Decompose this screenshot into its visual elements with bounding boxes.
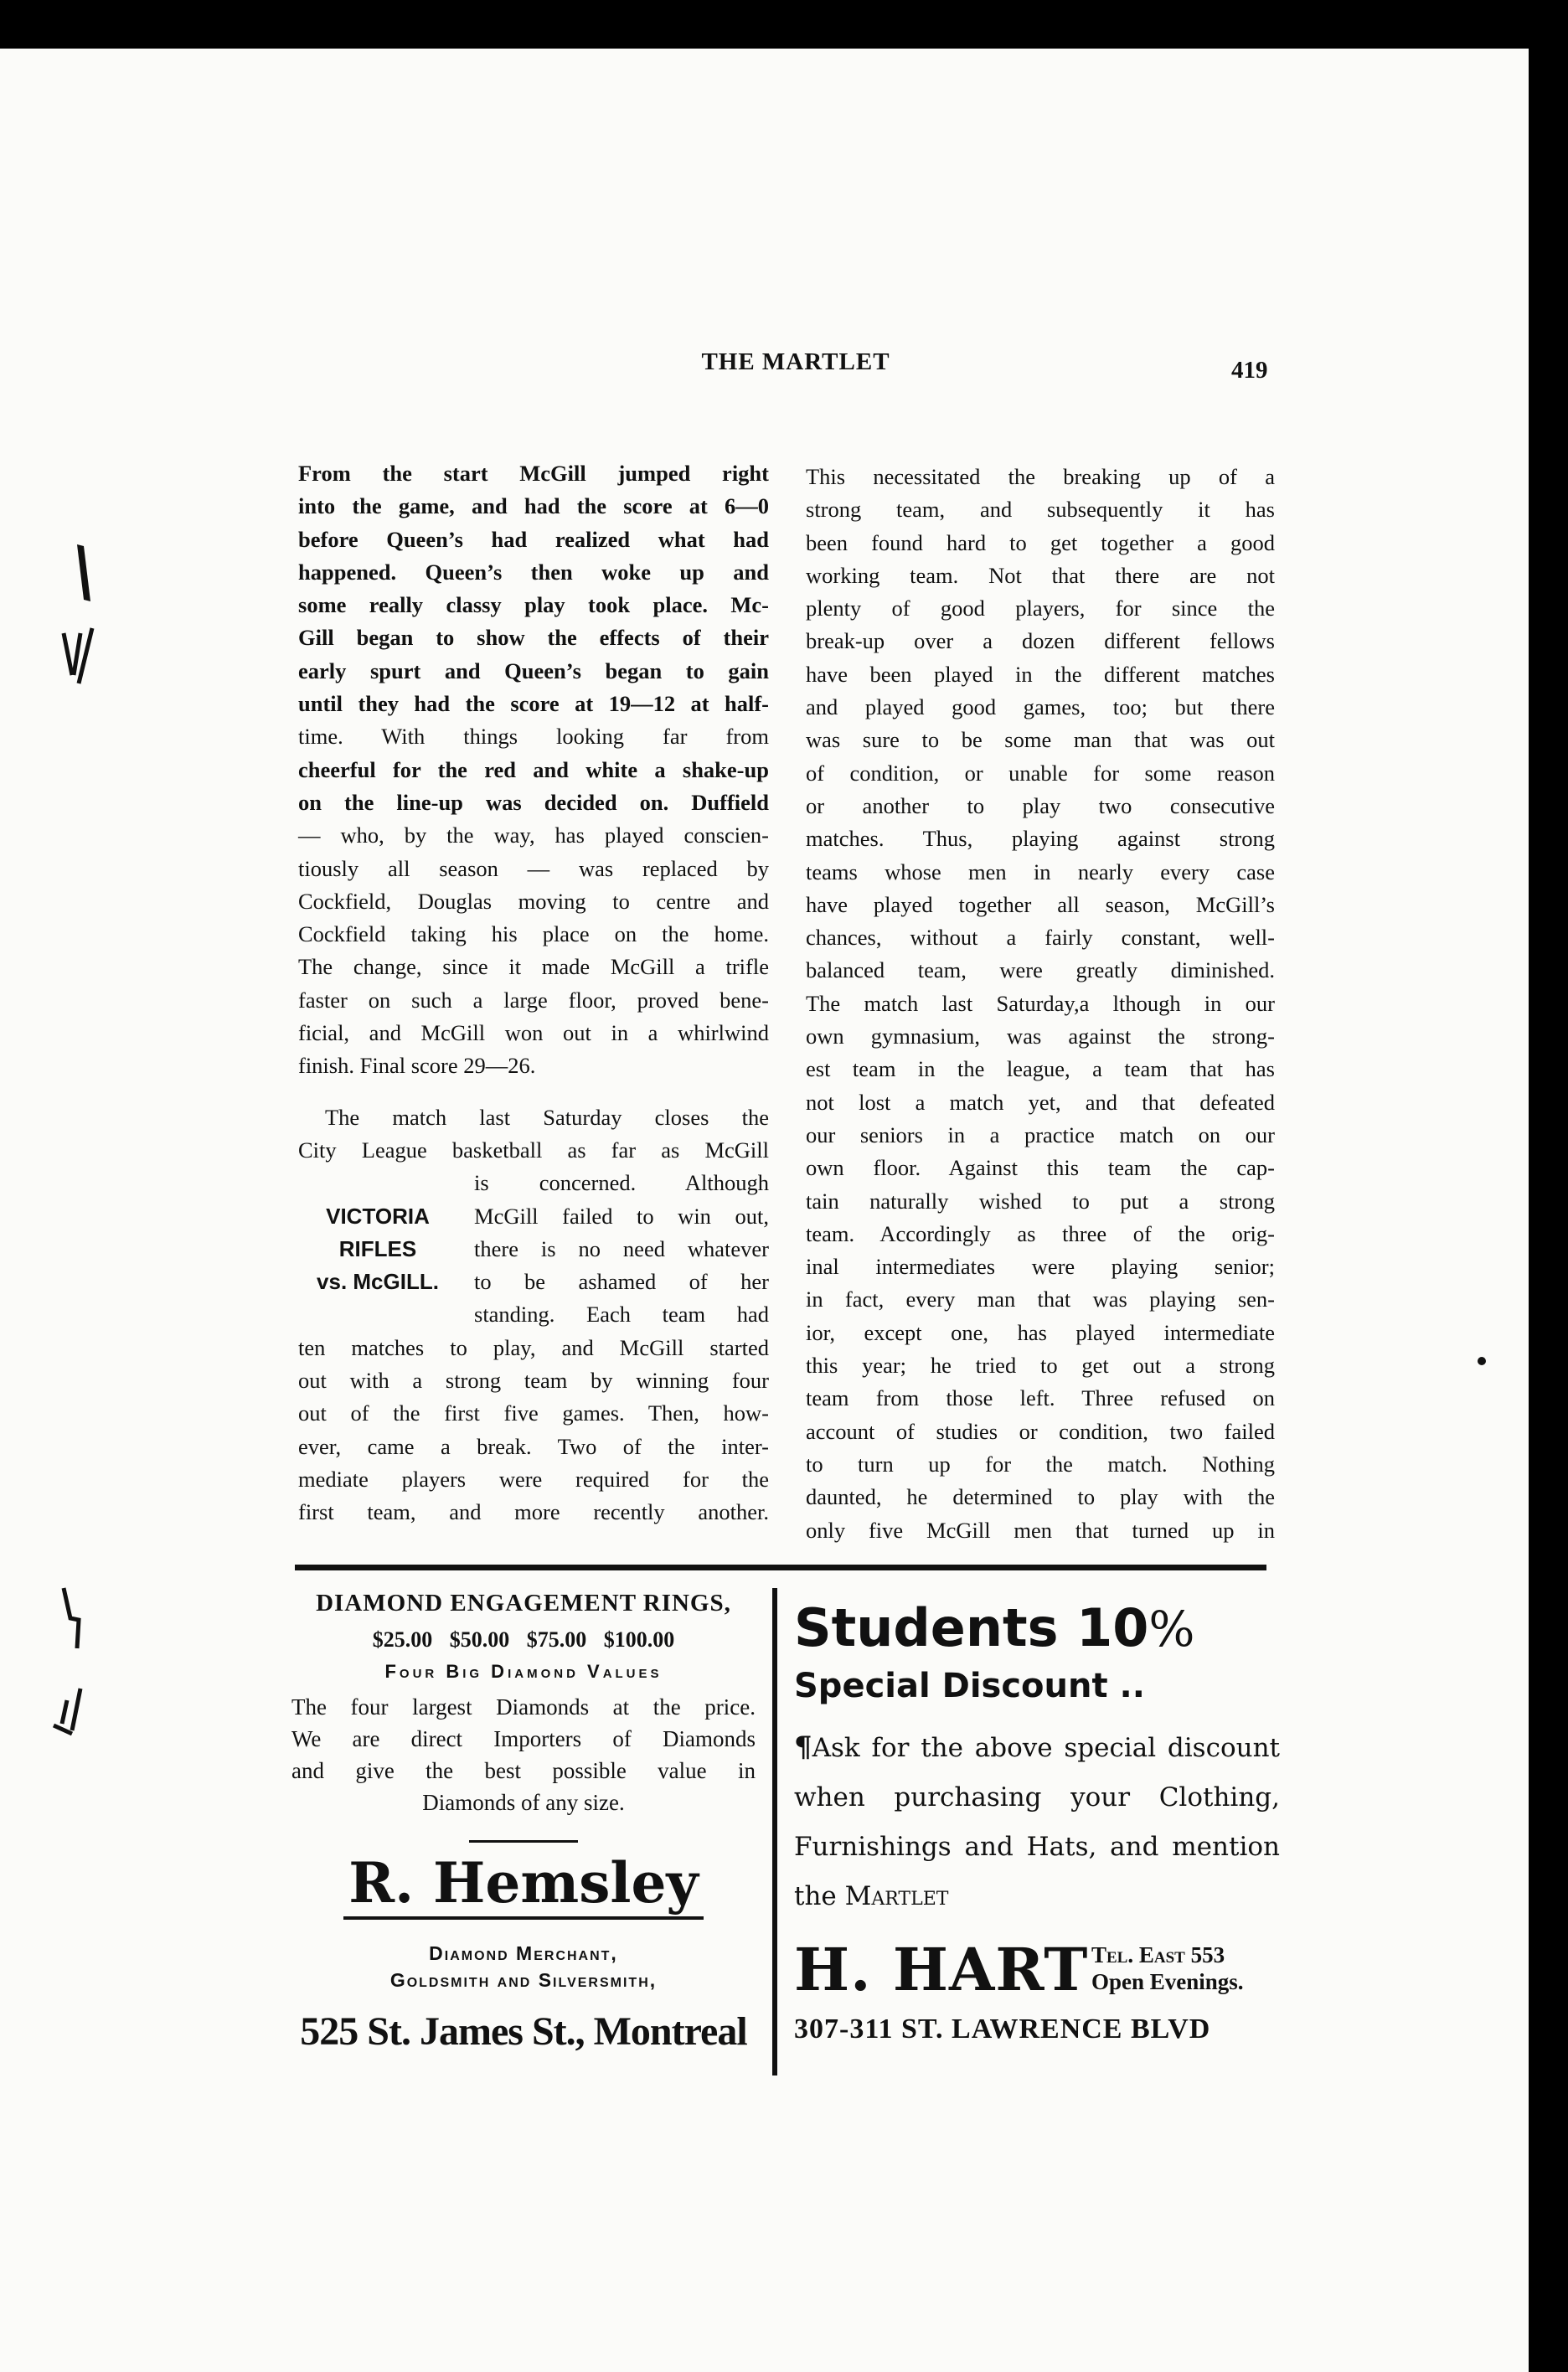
- text-line: ficial, and McGill won out in a whirlwind: [298, 1020, 769, 1046]
- text-line: faster on such a large floor, proved bene-: [298, 987, 769, 1013]
- ad-short-rule: [469, 1840, 578, 1843]
- text-line: Cockfield taking his place on the home.: [298, 921, 769, 947]
- ad-heading: DIAMOND ENGAGEMENT RINGS,: [316, 1590, 731, 1617]
- text-line: finish. Final score 29—26.: [298, 1053, 536, 1079]
- advert-divider-rule: [772, 1588, 777, 2076]
- text-line: The match last Saturday closes the: [325, 1104, 769, 1130]
- sidehead-line: vs. McGILL.: [317, 1269, 439, 1295]
- text-line: standing. Each team had: [474, 1302, 769, 1328]
- text-line: The change, since it made McGill a trifle: [298, 954, 769, 980]
- merchant-block: [794, 1936, 1280, 2012]
- text-line: out with a strong team by winning four: [298, 1368, 769, 1394]
- text-line: have been played in the different matches: [806, 661, 1275, 687]
- text-line: our seniors in a practice match on our: [806, 1122, 1275, 1147]
- text-line: have played together all season, McGill’s: [806, 891, 1275, 917]
- page-number: 419: [1231, 357, 1268, 384]
- text-line: [794, 1872, 1280, 1921]
- text-line: own gymnasium, was against the strong-: [806, 1024, 1275, 1049]
- text-line: account of studies or condition, two failed: [806, 1418, 1275, 1444]
- text-line: The four largest Diamonds at the price.: [291, 1694, 756, 1720]
- merchant-address: 525 St. James St., Montreal: [300, 2009, 747, 2054]
- sidehead-block: [298, 1167, 769, 1332]
- text-line: been found hard to get together a good: [806, 529, 1275, 555]
- text-line: early spurt and Queen’s began to gain: [298, 657, 769, 683]
- merchant-contact: [1091, 1941, 1244, 1995]
- text-line: [794, 1823, 1280, 1872]
- text-line: tain naturally wished to put a strong: [806, 1188, 1275, 1214]
- match-sidehead: [298, 1200, 457, 1299]
- text-line: This necessitated the breaking up of a: [806, 464, 1275, 489]
- telephone-number: Tel. East 553: [1091, 1942, 1225, 1967]
- page-content: [0, 49, 1529, 2372]
- wrapped-text: [474, 1167, 769, 1331]
- text-line: matches. Thus, playing against strong: [806, 826, 1275, 852]
- ad-prices: $25.00 $50.00 $75.00 $100.00: [372, 1627, 675, 1652]
- discount-headline: [794, 1596, 1280, 1661]
- text-line: team from those left. Three refused on: [806, 1385, 1275, 1411]
- text-line: ever, came a break. Two of the inter-: [298, 1433, 769, 1459]
- text-line: The match last Saturday,a lthough in our: [806, 990, 1275, 1016]
- ad-body-text: [285, 1691, 762, 1818]
- text-line: Diamonds of any size.: [422, 1790, 625, 1815]
- text-line: inal intermediates were playing senior;: [806, 1254, 1275, 1280]
- text-line: Gill began to show the effects of their: [298, 625, 769, 651]
- text-line: chances, without a fairly constant, well-: [806, 925, 1275, 951]
- text-line: this year; he tried to get out a strong: [806, 1353, 1275, 1379]
- percent-sign: %: [1148, 1601, 1195, 1658]
- text-line: own floor. Against this team the cap-: [806, 1155, 1275, 1181]
- text-line: mediate players were required for the: [298, 1466, 769, 1492]
- text-line: We are direct Importers of Diamonds: [291, 1726, 756, 1751]
- line-text: Ask for the above special discount: [812, 1733, 1280, 1763]
- text-line: Cockfield, Douglas moving to centre and: [298, 888, 769, 914]
- merchant-name: R. Hemsley: [348, 1850, 699, 1916]
- text-line: to be ashamed of her: [474, 1269, 769, 1295]
- text-line: — who, by the way, has played conscien-: [298, 822, 769, 848]
- text-line: in fact, every man that was playing sen-: [806, 1287, 1275, 1312]
- text-line: is concerned. Although: [474, 1170, 769, 1196]
- text-line: break-up over a dozen different fellows: [806, 628, 1275, 654]
- binding-mark-icon: [55, 625, 106, 692]
- running-head: THE MARTLET: [701, 348, 890, 375]
- text-line: was sure to be some man that was out: [806, 727, 1275, 753]
- advert-top-rule: [295, 1565, 1266, 1570]
- text-line: time. With things looking far from: [298, 724, 769, 750]
- text-line: happened. Queen’s then woke up and: [298, 559, 769, 585]
- opening-hours: Open Evenings.: [1091, 1969, 1244, 1994]
- text-line: ior, except one, has played intermediate: [806, 1319, 1275, 1345]
- binding-mark-icon: [47, 1684, 97, 1742]
- merchant-title-line: Diamond Merchant,: [429, 1942, 618, 1964]
- text-line: From the start McGill jumped right: [298, 461, 769, 486]
- text-line: tiously all season — was replaced by: [298, 855, 769, 881]
- merchant-name-rule: [343, 1916, 704, 1920]
- text-line: City League basketball as far as McGill: [298, 1137, 769, 1163]
- text-line: before Queen’s had realized what had: [298, 526, 769, 552]
- text-line: of condition, or unable for some reason: [806, 760, 1275, 786]
- text-line: ten matches to play, and McGill started: [298, 1334, 769, 1360]
- merchant-title: [285, 1940, 762, 1993]
- text-line: strong team, and subsequently it has: [806, 497, 1275, 523]
- sidehead-line: RIFLES: [338, 1235, 417, 1261]
- sidehead-line: VICTORIA: [326, 1203, 430, 1229]
- text-line: out of the first five games. Then, how-: [298, 1400, 769, 1426]
- discount-subhead: Special Discount ..: [794, 1667, 1145, 1705]
- headline-text: Students 10: [794, 1597, 1149, 1658]
- text-line: or another to play two consecutive: [806, 792, 1275, 818]
- merchant-address: 307-311 ST. LAWRENCE BLVD: [794, 2014, 1211, 2045]
- line-text: the: [794, 1881, 845, 1911]
- text-line: only five McGill men that turned up in: [806, 1517, 1275, 1543]
- pilcrow-icon: ¶: [794, 1730, 812, 1764]
- text-line: plenty of good players, for since the: [806, 596, 1275, 621]
- merchant-name: H. HART: [794, 1935, 1089, 2004]
- text-line: teams whose men in nearly every case: [806, 859, 1275, 884]
- ink-speck-icon: [1476, 1355, 1488, 1367]
- line-text: Furnishings and Hats, and mention: [794, 1832, 1280, 1862]
- article-right-column: [806, 461, 1275, 1547]
- text-line: and played good games, too; but there: [806, 694, 1275, 720]
- text-line: and give the best possible value in: [291, 1758, 756, 1783]
- text-line: until they had the score at 19—12 at half-: [298, 691, 769, 717]
- text-line: balanced team, were greatly diminished.: [806, 957, 1275, 983]
- publication-name: Martlet: [844, 1881, 949, 1911]
- text-line: working team. Not that there are not: [806, 562, 1275, 588]
- binding-mark-icon: [54, 1585, 95, 1652]
- text-line: not lost a match yet, and that defeated: [806, 1089, 1275, 1115]
- text-line: some really classy play took place. Mc-: [298, 592, 769, 618]
- text-line: McGill failed to win out,: [474, 1203, 769, 1229]
- text-line: first team, and more recently another.: [298, 1499, 769, 1525]
- text-line: daunted, he determined to play with the: [806, 1484, 1275, 1510]
- text-line: on the line-up was decided on. Duffield: [298, 789, 769, 815]
- text-line: there is no need whatever: [474, 1235, 769, 1261]
- line-text: when purchasing your Clothing,: [794, 1782, 1280, 1813]
- merchant-title-line: Goldsmith and Silversmith,: [389, 1969, 658, 1991]
- text-line: team. Accordingly as three of the orig-: [806, 1220, 1275, 1246]
- text-line: [794, 1723, 1280, 1773]
- binding-mark-icon: [69, 541, 102, 616]
- text-line: into the game, and had the score at 6—0: [298, 493, 769, 519]
- discount-body-text: [794, 1723, 1280, 1921]
- article-left-column: [298, 457, 769, 1529]
- scanned-page: [0, 49, 1529, 2372]
- text-line: to turn up for the match. Nothing: [806, 1451, 1275, 1477]
- hemsley-advertisement: [285, 1588, 762, 2055]
- text-line: [794, 1773, 1280, 1823]
- hart-advertisement: [794, 1596, 1280, 2045]
- paragraph-gap: [298, 1083, 769, 1101]
- text-line: est team in the league, a team that has: [806, 1056, 1275, 1082]
- text-line: cheerful for the red and white a shake-up: [298, 756, 769, 782]
- ad-values-line: Four Big Diamond Values: [384, 1661, 663, 1682]
